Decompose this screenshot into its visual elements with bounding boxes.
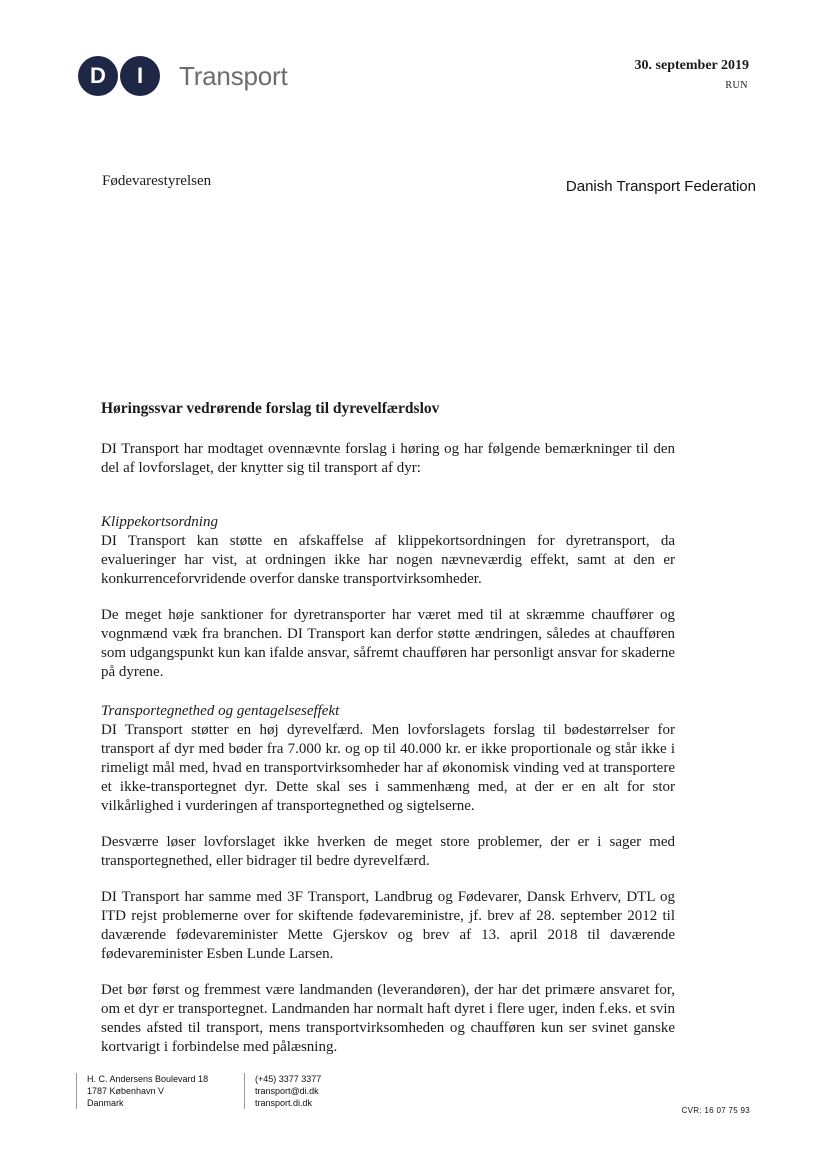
footer-address (76, 1073, 208, 1109)
recipient: Fødevarestyrelsen (102, 173, 212, 189)
footer-website: transport.di.dk (255, 1098, 313, 1108)
footer-email: transport@di.dk (255, 1086, 319, 1096)
letter-title: Høringssvar vedrørende forslag til dyrevelfærdslov (101, 400, 440, 417)
logo-brand-text: Transport (179, 60, 288, 91)
footer-address-line: Danmark (87, 1098, 124, 1108)
footer-phone: (+45) 3377 3377 (255, 1074, 322, 1084)
section-klippekort (101, 513, 675, 589)
logo-letter-d: D (78, 56, 118, 96)
section-heading: Klippekortsordning (101, 514, 218, 530)
paragraph: DI Transport har samme med 3F Transport, Landbrug og Fødevarer, Dansk Erhverv, DTL og ITD rejst problemerne over for skiftende fødevareministre, jf. brev af 28. september 2012 til daværende fødevareminister Mette Gjerskov og brev af 13. april 2018 til daværende fødevareminister Esben Lunde Larsen. (101, 889, 675, 962)
footer-cvr: CVR: 16 07 75 93 (681, 1106, 750, 1115)
letter-body (101, 400, 675, 1074)
paragraph: De meget høje sanktioner for dyretransporter har været med til at skræmme chauffører og vognmænd væk fra branchen. DI Transport kan derfor støtte ændringen, således at chaufføren som udgangspunkt kun kan ifalde ansvar, såfremt chaufføren har personligt ansvar for skaderne på dyrene. (101, 607, 675, 680)
logo-letter-i: I (120, 56, 160, 96)
section-transportegnethed (101, 702, 675, 816)
paragraph: DI Transport kan støtte en afskaffelse af klippekortsordningen for dyretransport, da evalueringer har vist, at ordningen ikke har nogen nævneværdig effekt, samt at den er konkurrenceforvridende overfor danske transportvirksomheder. (101, 533, 675, 587)
di-transport-logo (78, 55, 288, 97)
paragraph: DI Transport støtter en høj dyrevelfærd. Men lovforslagets forslag til bødestørrelser for transport af dyr med bøder fra 7.000 kr. og op til 40.000 kr. er ikke proportionale og står ikke i rimeligt mål med, hvad en transportvirksomheder har af økonomisk vinding ved at transportere et ikke-transportegnet dyr. Dette skal ses i sammenhæng med, at der er en alt for stor vilkårlighed i vurderingen af transportegnethed og sigtelserne. (101, 722, 675, 814)
paragraph: Det bør først og fremmest være landmanden (leverandøren), der har det primære ansvaret for, om et dyr er transportegnet. Landmanden har normalt haft dyret i flere uger, inden f.eks. et svin sendes afsted til transport, mens transportvirksomheden og chaufføren kun ser svinet ganske kortvarigt i forbindelse med pålæsning. (101, 982, 675, 1055)
section-heading: Transportegnethed og gentagelseseffekt (101, 703, 340, 719)
letter-footer (76, 1073, 750, 1121)
intro-paragraph: DI Transport har modtaget ovennævnte forslag i høring og har følgende bemærkninger til den del af lovforslaget, der knytter sig til transport af dyr: (101, 441, 675, 476)
letter-date: 30. september 2019 (634, 58, 749, 73)
paragraph: Desværre løser lovforslaget ikke hverken de meget store problemer, der er i sager med transportegnethed, eller bidrager til bedre dyrevelfærd. (101, 834, 675, 869)
footer-contact (244, 1073, 321, 1109)
sender-organization: Danish Transport Federation (565, 178, 756, 195)
author-initials: RUN (725, 80, 748, 91)
footer-address-line: 1787 København V (87, 1086, 165, 1096)
footer-address-line: H. C. Andersens Boulevard 18 (87, 1074, 209, 1084)
